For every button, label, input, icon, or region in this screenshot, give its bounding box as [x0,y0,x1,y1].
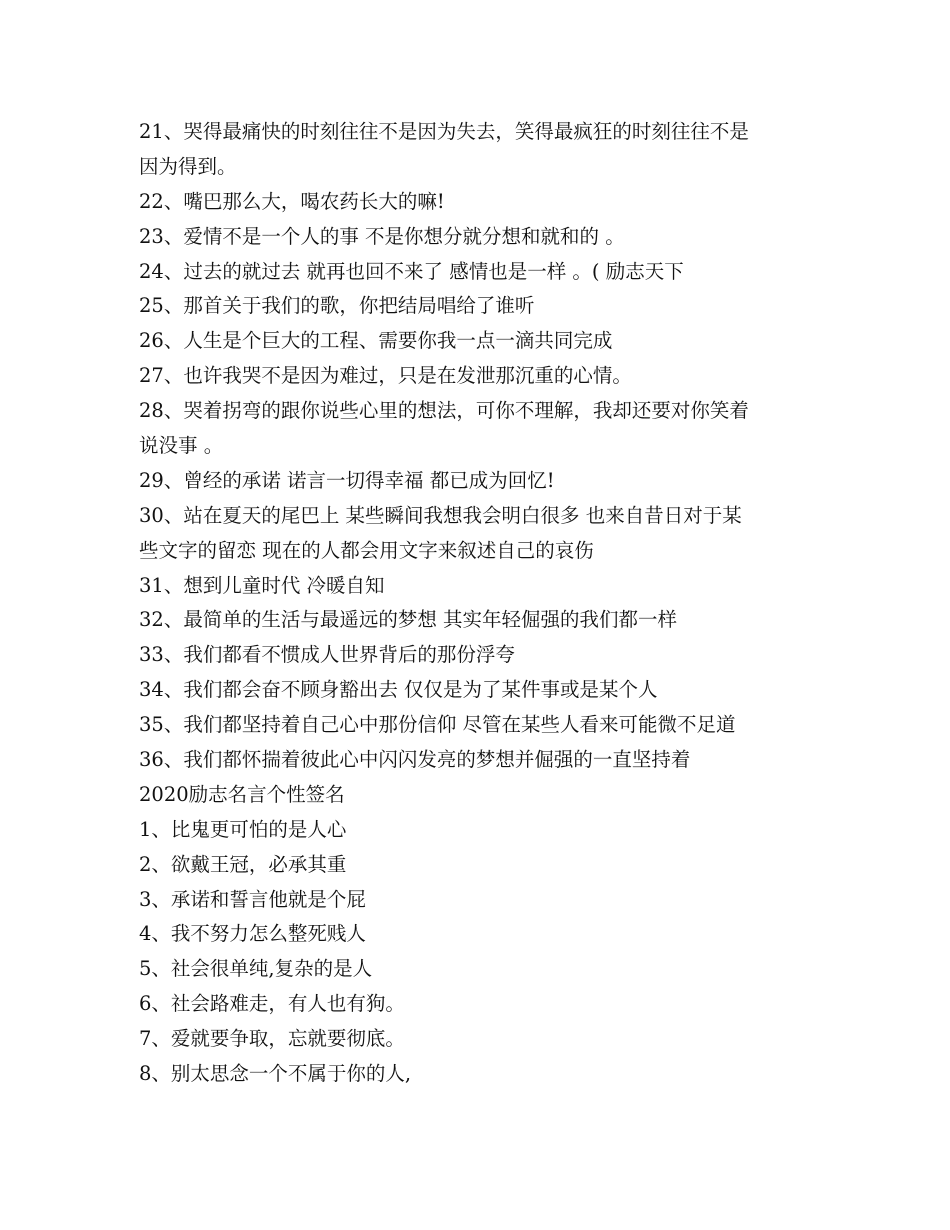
text-line: 4、我不努力怎么整死贱人 [139,922,366,946]
text-line: 因为得到。 [139,154,237,178]
text-line: 29、曾经的承诺 诺言一切得幸福 都已成为回忆! [139,468,555,492]
text-line: 26、人生是个巨大的工程、需要你我一点一滴共同完成 [139,329,613,353]
text-line: 6、社会路难走，有人也有狗。 [139,992,405,1016]
text-line: 2、欲戴王冠，必承其重 [139,852,347,876]
text-line: 30、站在夏天的尾巴上 某些瞬间我想我会明白很多 也来自昔日对于某 [139,503,742,527]
text-line: 27、也许我哭不是因为难过，只是在发泄那沉重的心情。 [139,364,632,388]
section-heading: 2020励志名言个性签名 [139,782,345,806]
text-line: 8、别太思念一个不属于你的人, [139,1062,412,1086]
text-line: 35、我们都坚持着自己心中那份信仰 尽管在某些人看来可能微不足道 [139,713,736,737]
text-line: 1、比鬼更可怕的是人心 [139,817,347,841]
text-line: 33、我们都看不惯成人世界背后的那份浮夸 [139,643,515,667]
text-line: 说没事 。 [139,434,224,458]
text-line: 7、爱就要争取，忘就要彻底。 [139,1027,405,1051]
text-line: 22、嘴巴那么大，喝农药长大的嘛! [139,189,445,213]
text-line: 21、哭得最痛快的时刻往往不是因为失去，笑得最疯狂的时刻往往不是 [139,120,749,143]
text-line: 31、想到儿童时代 冷暖自知 [139,573,385,597]
text-line: 34、我们都会奋不顾身豁出去 仅仅是为了某件事或是某个人 [139,678,658,702]
text-line: 32、最简单的生活与最遥远的梦想 其实年轻倔强的我们都一样 [139,608,678,632]
text-line: 25、那首关于我们的歌，你把结局唱给了谁听 [139,294,535,318]
text-line: 28、哭着拐弯的跟你说些心里的想法，可你不理解，我却还要对你笑着 [139,399,749,423]
text-line: 3、承诺和誓言他就是个屁 [139,887,366,911]
text-line: 36、我们都怀揣着彼此心中闪闪发亮的梦想并倔强的一直坚持着 [139,748,691,772]
text-line: 23、爱情不是一个人的事 不是你想分就分想和就和的 。 [139,224,625,248]
text-line: 些文字的留恋 现在的人都会用文字来叙述自己的哀伤 [139,538,594,562]
text-line: 24、过去的就过去 就再也回不来了 感情也是一样 。( 励志天下 [139,259,684,283]
document-body [139,115,819,1092]
text-line: 5、社会很单纯,复杂的是人 [139,957,373,981]
